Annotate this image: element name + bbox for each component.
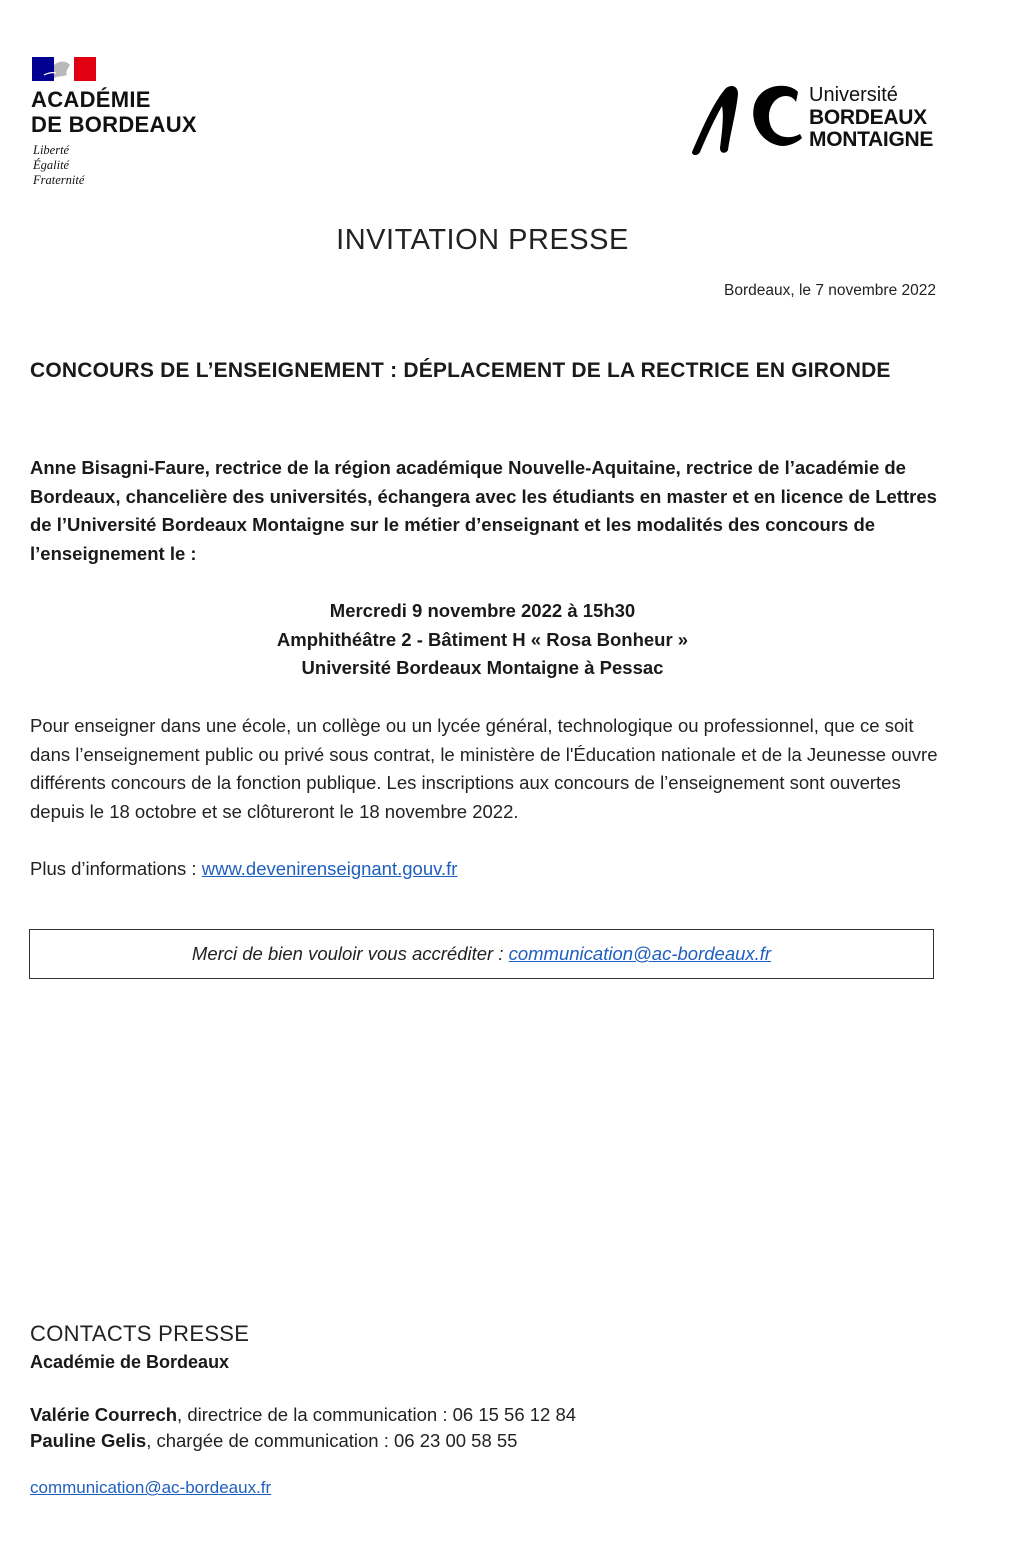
more-info-link[interactable]: www.devenirenseignant.gouv.fr	[201, 858, 458, 879]
academy-name-line2: DE BORDEAUX	[31, 112, 197, 137]
contacts-title: CONTACTS PRESSE	[30, 1321, 250, 1346]
contacts-organization: Académie de Bordeaux	[30, 1352, 230, 1372]
event-location: Amphithéâtre 2 - Bâtiment H « Rosa Bonheur »	[276, 628, 689, 650]
headline: CONCOURS DE L’ENSEIGNEMENT : DÉPLACEMENT DE LA RECTRICE EN GIRONDE	[30, 359, 891, 382]
contacts-email-link[interactable]: communication@ac-bordeaux.fr	[30, 1478, 272, 1497]
accreditation-label: Merci de bien vouloir vous accréditer :	[191, 943, 509, 964]
contact-person	[30, 1430, 517, 1452]
event-details	[0, 597, 965, 683]
document-date: Bordeaux, le 7 novembre 2022	[724, 282, 936, 299]
contact-name: Pauline Gelis	[30, 1430, 147, 1451]
event-venue: Université Bordeaux Montaigne à Pessac	[301, 657, 664, 679]
more-info	[30, 855, 457, 883]
accreditation-box	[29, 929, 934, 979]
event-date-time: Mercredi 9 novembre 2022 à 15h30	[329, 600, 636, 621]
university-name-line3: MONTAIGNE	[809, 128, 934, 151]
contact-role: , chargée de communication : 06 23 00 58 55	[146, 1430, 518, 1451]
motto-fraternite: Fraternité	[33, 173, 85, 187]
more-info-label: Plus d’informations :	[30, 858, 202, 879]
body-paragraph: Pour enseigner dans une école, un collège ou un lycée général, technologique ou professionnel, que ce soit dans l’enseignement public ou privé sous contrat, le ministère de l'Éducation nationale et de la Jeunesse ouvre différents concours de la fonction publique. Les inscriptions aux concours de l’enseignement sont ouvertes depuis le 18 octobre et se clôtureront le 18 novembre 2022.	[30, 715, 938, 823]
university-logo-mark	[690, 84, 805, 156]
university-name-line2: BORDEAUX	[809, 106, 927, 129]
motto-liberte: Liberté	[33, 143, 70, 157]
contact-role: , directrice de la communication : 06 15 56 12 84	[177, 1404, 577, 1425]
document-title: INVITATION PRESSE	[336, 224, 629, 256]
marianne-logo	[32, 57, 96, 81]
accreditation-email-link[interactable]: communication@ac-bordeaux.fr	[508, 943, 772, 964]
contact-person	[30, 1404, 576, 1426]
contact-name: Valérie Courrech	[30, 1404, 178, 1425]
motto-egalite: Égalité	[33, 158, 70, 172]
academy-name-line1: ACADÉMIE	[31, 87, 151, 112]
lead-paragraph: Anne Bisagni-Faure, rectrice de la région académique Nouvelle-Aquitaine, rectrice de l’académie de Bordeaux, chancelière des universités, échangera avec les étudiants en master et en licence de Lettres de l’Université Bordeaux Montaigne sur le métier d’enseignant et les modalités des concours de l’enseignement le :	[30, 457, 937, 565]
university-name-line1: Université	[809, 84, 898, 106]
